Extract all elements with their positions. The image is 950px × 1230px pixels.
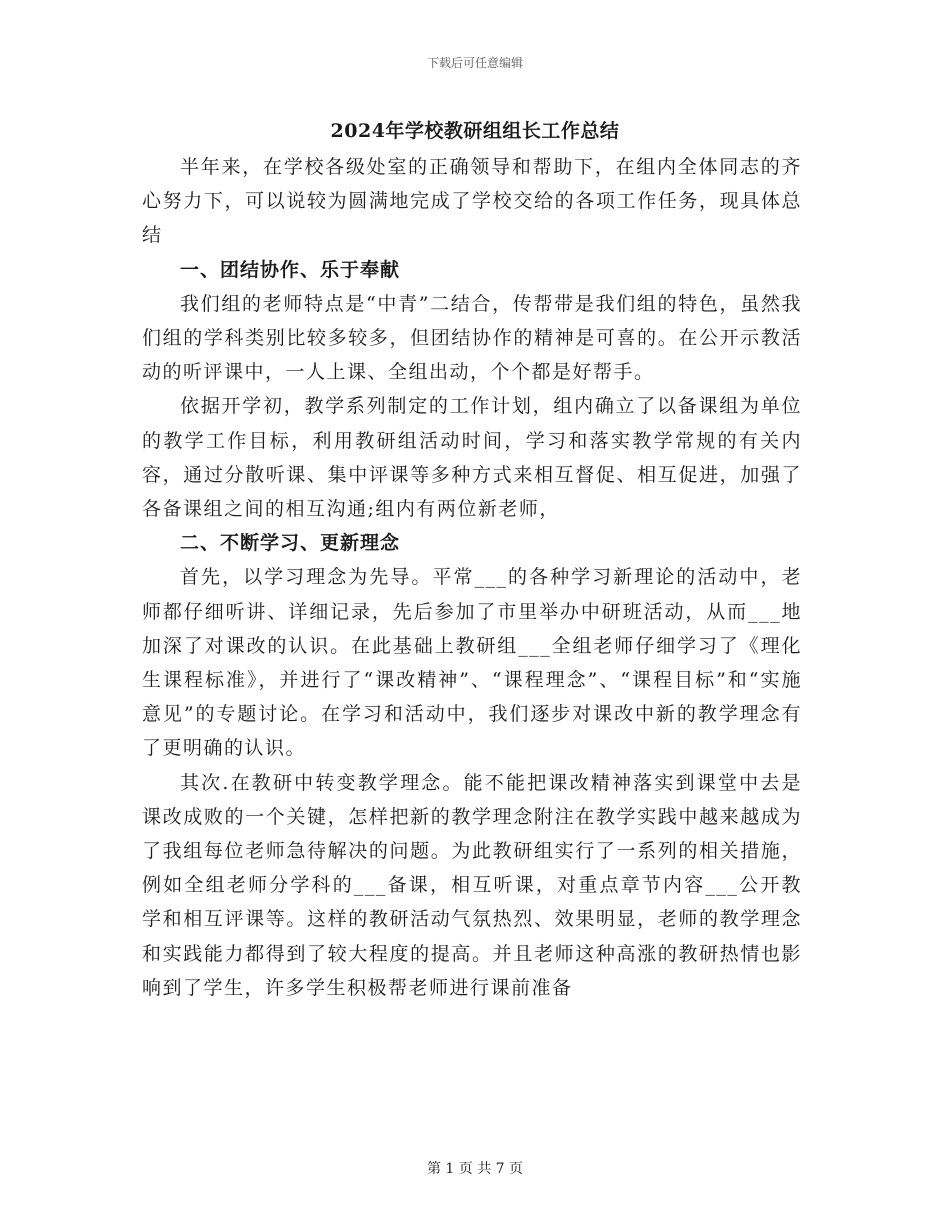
section1-paragraph-2: 依据开学初，教学系列制定的工作计划，组内确立了以备课组为单位的教学工作目标，利用教研组活动时间，学习和落实教学常规的有关内容，通过分散听课、集中评课等多种方式来相互督促、相互促进，加强了各备课组之间的相互沟通;组内有两位新老师， [142,395,802,521]
section-heading-2: 二、不断学习、更新理念 [180,532,401,555]
document-title: 2024年学校教研组组长工作总结 [330,120,620,142]
section1-paragraph-1: 我们组的老师特点是“中青”二结合，传帮带是我们组的特色，虽然我们组的学科类别比较多较多，但团结协作的精神是可喜的。在公开示教活动的听评课中，一人上课、全组出动，个个都是好帮手。 [142,292,802,384]
document-body [142,150,802,1005]
intro-paragraph: 半年来，在学校各级处室的正确领导和帮助下，在组内全体同志的齐心努力下，可以说较为圆满地完成了学校交给的各项工作任务，现具体总结 [142,156,802,247]
header-note: 下载后可任意编辑 [426,56,523,70]
section2-paragraph-2: 其次.在教研中转变教学理念。能不能把课改精神落实到课堂中去是课改成败的一个关键，怎样把新的教学理念附注在教学实践中越来越成为了我组每位老师急待解决的问题。为此教研组实行了一系列的相关措施，例如全组老师分学科的___备课，相互听课，对重点章节内容___公开教学和相互评课等。这样的教研活动气氛热烈、效果明显，老师的教学理念和实践能力都得到了较大程度的提高。并且老师这种高涨的教研热情也影响到了学生，许多学生积极帮老师进行课前准备 [142,771,802,999]
section-heading-1: 一、团结协作、乐于奉献 [180,258,401,281]
page-number-footer: 第 1 页 共 7 页 [426,1161,524,1177]
section2-paragraph-1: 首先，以学习理念为先导。平常___的各种学习新理论的活动中，老师都仔细听讲、详细记录，先后参加了市里举办中研班活动，从而___地加深了对课改的认识。在此基础上教研组___全组老师仔细学习了《理化生课程标准》，并进行了“课改精神”、“课程理念”、“课程目标”和“实施意见”的专题讨论。在学习和活动中，我们逐步对课改中新的教学理念有了更明确的认识。 [142,566,802,760]
